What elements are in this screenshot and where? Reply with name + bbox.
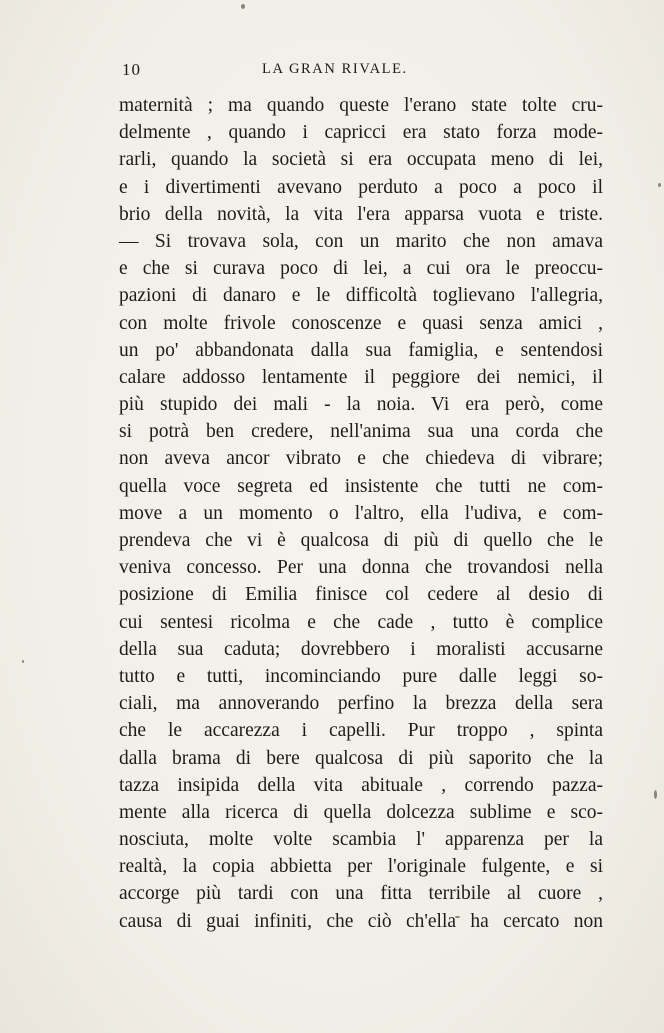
text-line: nosciuta, molte volte scambia l' apparenza per la <box>119 829 603 851</box>
text-line: realtà, la copia abbietta per l'originale fulgente, e si <box>119 856 603 878</box>
text-line: pazioni di danaro e le difficoltà toglievano l'allegria, <box>119 285 603 307</box>
text-line: causa di guai infiniti, che ciò ch'ella ha cercato non <box>119 910 603 932</box>
text-line: e i divertimenti avevano perduto a poco a poco il <box>119 176 603 198</box>
page-number: 10 <box>122 60 141 79</box>
body-text <box>119 92 603 935</box>
text-line: e che si curava poco di lei, a cui ora le preoccu- <box>119 258 603 280</box>
text-line: più stupido dei mali - la noia. Vi era però, come <box>119 394 603 416</box>
text-line: si potrà ben credere, nell'anima sua una corda che <box>119 421 603 443</box>
text-line: accorge più tardi con una fitta terribile al cuore , <box>119 883 603 905</box>
text-line: veniva concesso. Per una donna che trovandosi nella <box>119 557 603 579</box>
text-line: move a un momento o l'altro, ella l'udiva, e com- <box>119 502 603 524</box>
text-line: — Si trovava sola, con un marito che non amava <box>119 230 603 252</box>
text-line: dalla brama di bere qualcosa di più saporito che la <box>119 747 603 769</box>
text-line: prendeva che vi è qualcosa di più di quello che le <box>119 530 603 551</box>
text-line: cui sentesi ricolma e che cade , tutto è complice <box>119 611 603 633</box>
text-line: tazza insipida della vita abituale , correndo pazza- <box>119 774 603 796</box>
text-line: rarli, quando la società si era occupata meno di lei, <box>119 149 603 171</box>
text-line: un po' abbandonata dalla sua famiglia, e sentendosi <box>119 339 603 361</box>
text-line: delmente , quando i capricci era stato forza mode- <box>119 122 603 144</box>
text-line: che le accarezza i capelli. Pur troppo , spinta <box>119 720 603 742</box>
text-line: calare addosso lentamente il peggiore dei nemici, il <box>119 366 603 388</box>
text-line: maternità ; ma quando queste l'erano state tolte cru- <box>119 95 603 116</box>
text-line: brio della novità, la vita l'era apparsa vuota e triste. <box>119 203 603 225</box>
text-line: non aveva ancor vibrato e che chiedeva di vibrare; <box>119 448 603 470</box>
running-title: LA GRAN RIVALE. <box>262 61 408 77</box>
text-line: tutto e tutti, incominciando pure dalle leggi so- <box>119 665 603 687</box>
text-line: ciali, ma annoverando perfino la brezza della sera <box>119 693 603 715</box>
text-line: posizione di Emilia finisce col cedere al desio di <box>119 584 603 606</box>
text-line: mente alla ricerca di quella dolcezza sublime e sco- <box>119 801 603 823</box>
page-header <box>122 60 600 84</box>
text-line: con molte frivole conoscenze e quasi senza amici , <box>119 312 603 334</box>
text-line: quella voce segreta ed insistente che tutti ne com- <box>119 475 603 497</box>
text-line: della sua caduta; dovrebbero i moralisti accusarne <box>119 638 603 660</box>
